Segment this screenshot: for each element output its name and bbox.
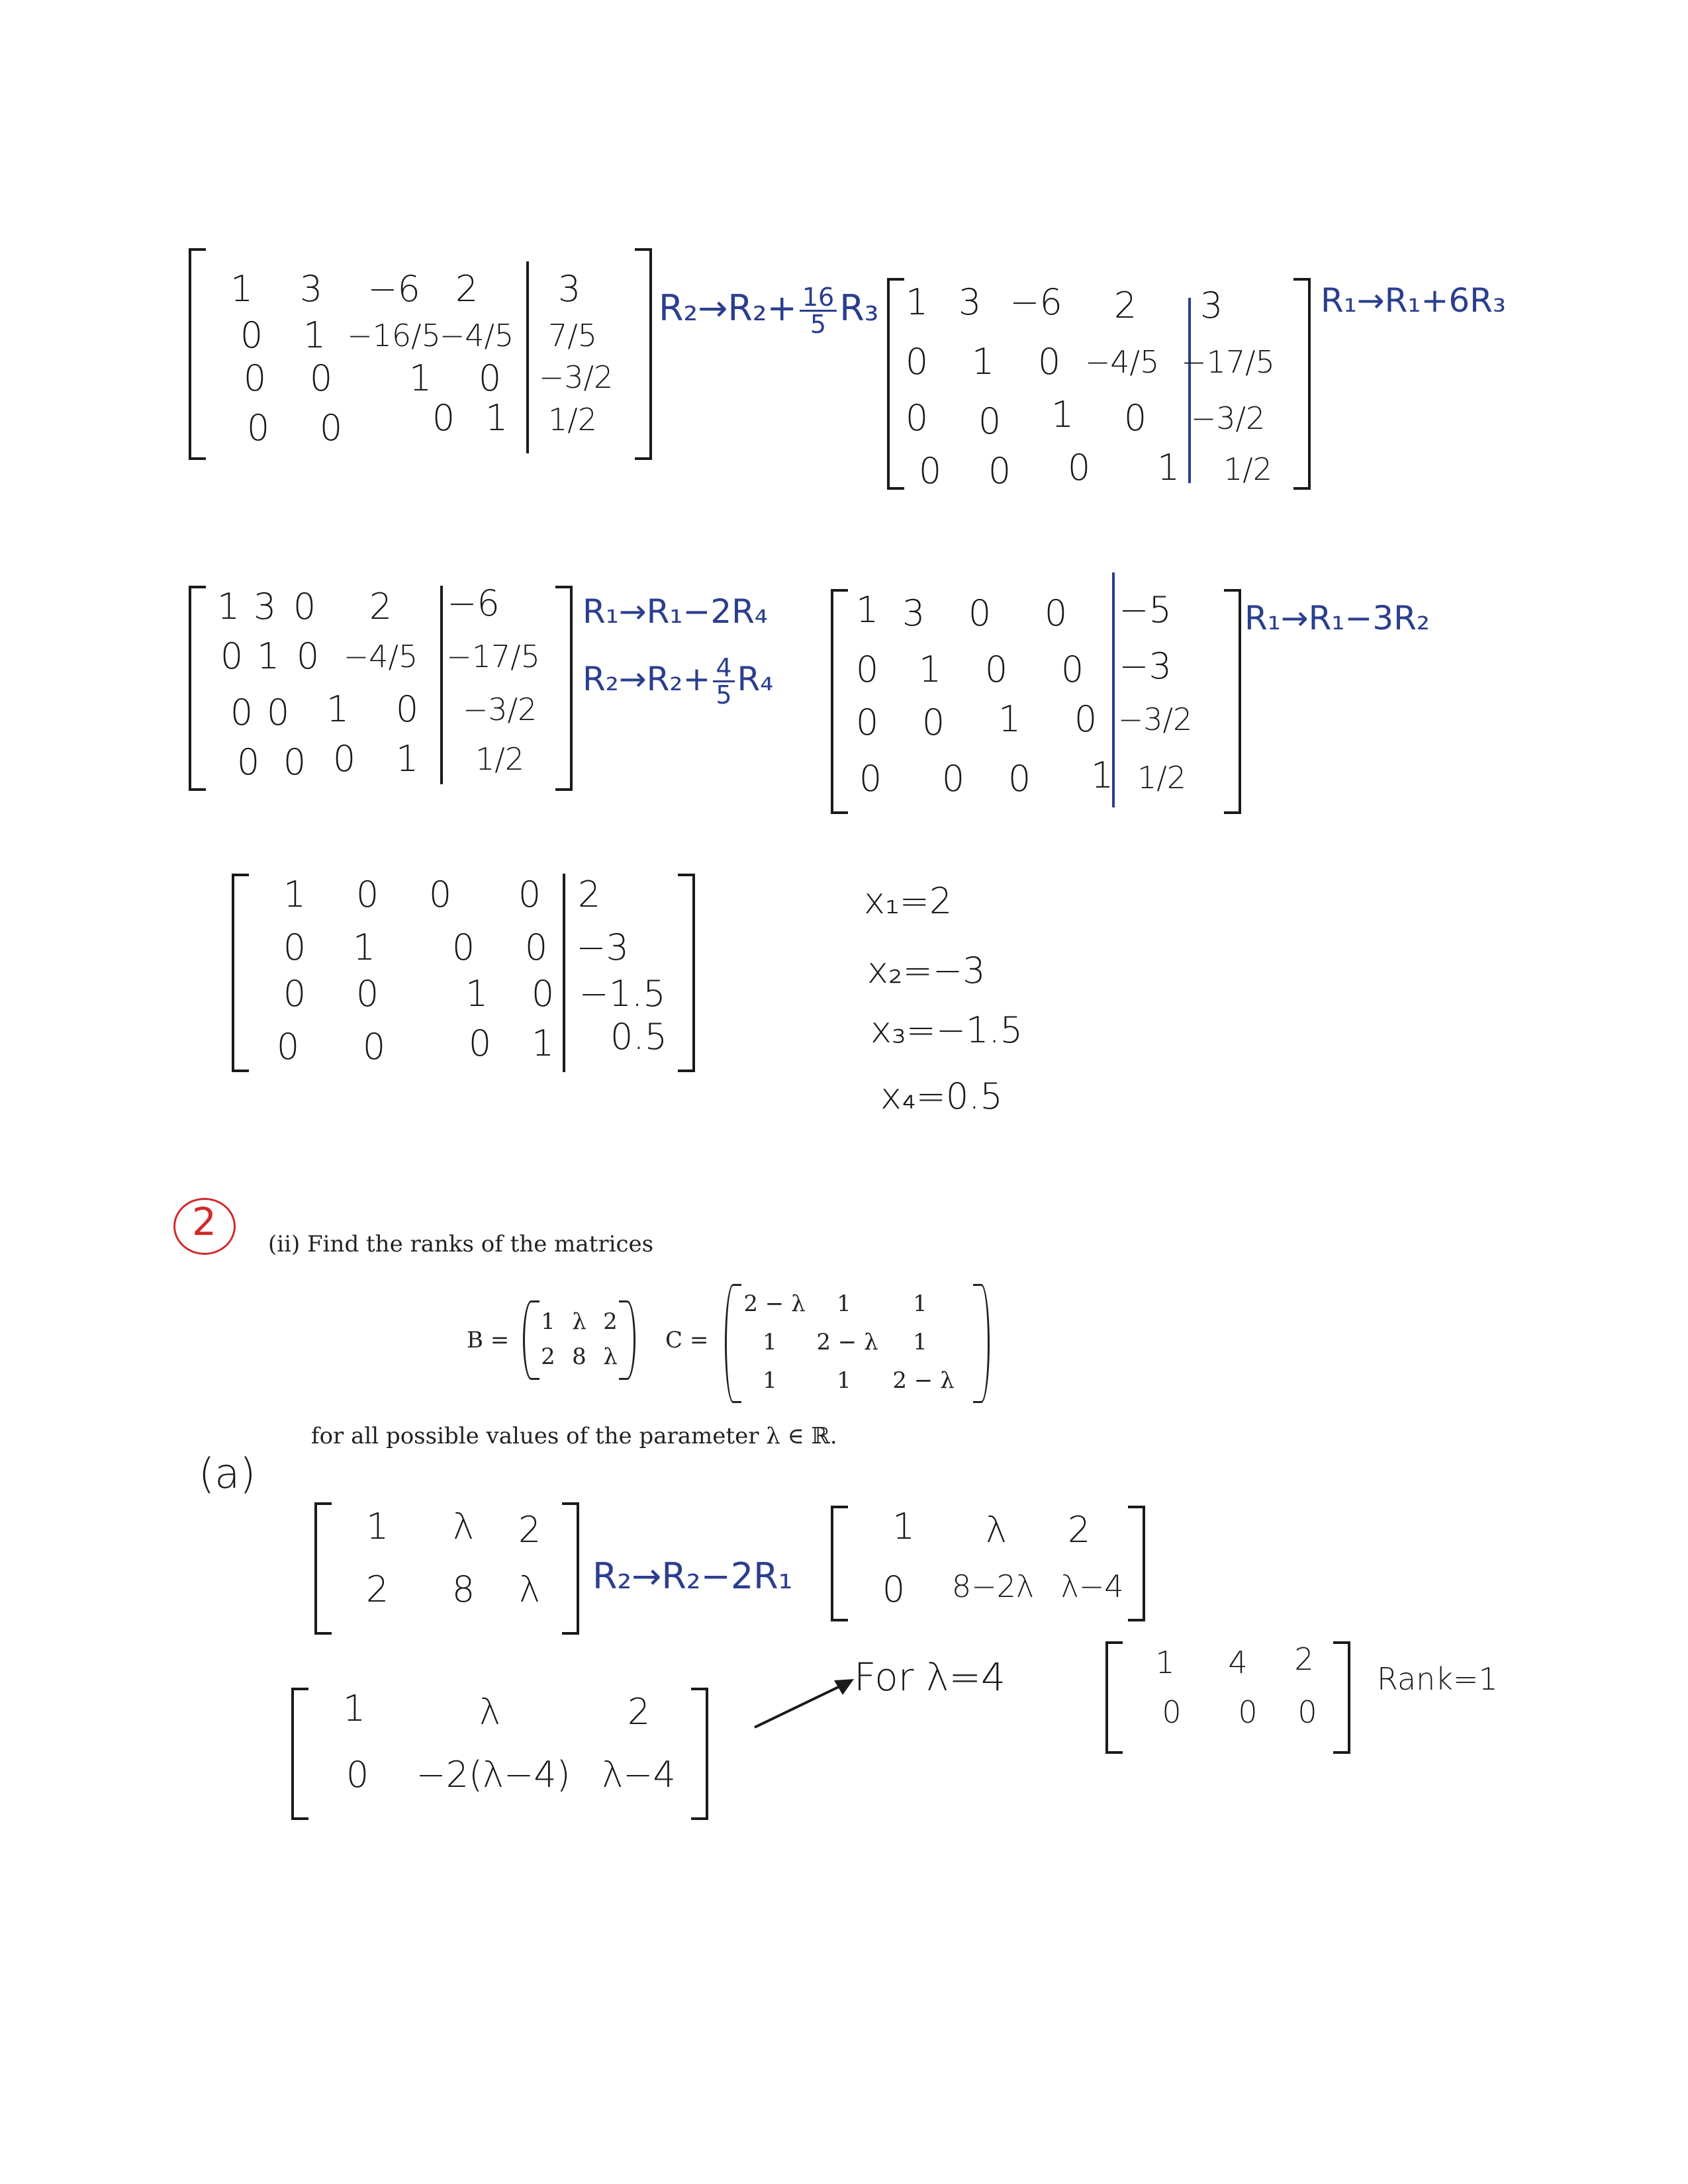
matrix-cell: 1	[303, 314, 326, 356]
matrix-cell: 0	[882, 1569, 906, 1610]
solution-x3: x₃=−1.5	[870, 1009, 1023, 1051]
matrix-B-right-paren	[619, 1300, 635, 1380]
matrix-cell: 1	[918, 649, 942, 690]
matrix-B-left-paren	[523, 1300, 539, 1380]
solution-x2: x₂=−3	[867, 950, 986, 991]
matrix-cell: −6	[1009, 281, 1062, 323]
matrix-cell: −6	[367, 268, 420, 310]
matrix-cell: 0.5	[610, 1016, 667, 1058]
problem-number: 2	[192, 1199, 216, 1244]
matrix-cell: 2	[541, 1343, 555, 1370]
matrix-cell: 4	[1228, 1645, 1248, 1680]
matrix-cell: 2	[455, 268, 479, 310]
matrix-C-right-paren	[973, 1284, 990, 1403]
matrix-cell: 1	[352, 927, 376, 968]
matrix-cell: 0	[468, 1023, 492, 1064]
matrix-cell: 0	[220, 635, 244, 677]
matrix-cell: 0	[355, 874, 379, 915]
matrix-3-augment-bar	[440, 586, 443, 784]
fraction-numerator: 16	[800, 285, 837, 312]
matrix-cell: 3	[1199, 285, 1223, 326]
matrix-cell: 2	[577, 874, 601, 915]
row-operation-text: R₃	[839, 287, 879, 330]
matrix-cell: 2	[627, 1691, 651, 1733]
matrix-cell: −1.5	[579, 973, 666, 1015]
matrix-cell: 0	[432, 397, 455, 439]
matrix-cell: 1/2	[475, 741, 525, 777]
fraction-numerator: 4	[713, 655, 734, 682]
matrix-cell: −3	[1119, 645, 1172, 687]
problem-prompt: (ii) Find the ranks of the matrices	[268, 1231, 654, 1257]
matrix-cell: 0	[1123, 397, 1147, 439]
row-operation-3-line-2	[583, 655, 773, 707]
matrix-cell: 1	[342, 1688, 366, 1729]
matrix-cell: 1	[531, 1023, 555, 1064]
matrix-cell: 0	[988, 450, 1011, 492]
matrix-7	[831, 1506, 1145, 1621]
matrix-cell: 1	[326, 688, 350, 730]
matrix-cell: 0	[243, 357, 267, 399]
matrix-cell: −3/2	[1117, 702, 1193, 737]
matrix-cell: 1	[913, 1329, 927, 1355]
matrix-cell: 0	[283, 927, 306, 968]
matrix-cell: 0	[1037, 341, 1061, 383]
matrix-cell: λ−4	[602, 1754, 676, 1796]
matrix-cell: 7/5	[547, 318, 598, 353]
matrix-cell: 0	[395, 688, 419, 730]
matrix-1-right-bracket	[635, 248, 652, 460]
matrix-8-right-bracket	[691, 1688, 708, 1820]
matrix-cell: 1	[465, 973, 489, 1015]
row-operation-text: R₂→R₂+	[659, 287, 797, 330]
matrix-cell: 1	[913, 1291, 927, 1317]
matrix-2-right-bracket	[1293, 278, 1311, 490]
matrix-cell: −3/2	[462, 692, 538, 727]
case-label: For λ=4	[854, 1655, 1006, 1700]
matrix-cell: −17/5	[446, 639, 540, 674]
matrix-3-left-bracket	[189, 586, 206, 791]
matrix-3-right-bracket	[555, 586, 573, 791]
matrix-cell: 0	[941, 758, 965, 799]
matrix-cell: 2	[1067, 1509, 1091, 1551]
matrix-cell: 1	[998, 698, 1021, 740]
matrix-4	[831, 589, 1241, 814]
matrix-cell: 1	[855, 589, 879, 631]
matrix-cell: −6	[447, 582, 500, 624]
matrix-cell: 1	[763, 1367, 777, 1394]
matrix-5-left-bracket	[232, 874, 249, 1072]
matrix-8-left-bracket	[291, 1688, 308, 1820]
matrix-1-augment-bar	[526, 261, 529, 453]
fraction-denominator: 5	[810, 310, 827, 339]
matrix-5	[232, 874, 695, 1072]
solution-x1: x₁=2	[864, 880, 953, 922]
matrix-cell: 0	[918, 450, 942, 492]
matrix-9	[1105, 1641, 1350, 1754]
matrix-9-left-bracket	[1105, 1641, 1123, 1754]
matrix-cell: −16/5	[347, 318, 441, 353]
matrix-cell: λ	[453, 1506, 474, 1547]
matrix-cell: λ	[519, 1569, 540, 1610]
matrix-cell: 0	[296, 635, 320, 677]
matrix-cell: λ	[603, 1343, 618, 1370]
matrix-cell: 1	[216, 586, 240, 627]
matrix-cell: 0	[1008, 758, 1031, 799]
matrix-cell: 3	[253, 586, 277, 627]
matrix-4-left-bracket	[831, 589, 848, 814]
matrix-cell: 1	[763, 1329, 777, 1355]
matrix-cell: 1	[1155, 1645, 1175, 1680]
matrix-cell: 1	[837, 1291, 851, 1317]
matrix-cell: 3	[902, 592, 925, 634]
matrix-6	[314, 1502, 579, 1635]
fraction-denominator: 5	[716, 680, 732, 709]
matrix-cell: 0	[855, 649, 879, 690]
matrix-cell: 0	[968, 592, 992, 634]
matrix-cell: 0	[905, 341, 929, 383]
matrix-cell: 0	[276, 1026, 300, 1068]
matrix-7-right-bracket	[1128, 1506, 1145, 1621]
problem-footer: for all possible values of the parameter λ ∈ ℝ.	[311, 1423, 837, 1449]
matrix-cell: −3/2	[1190, 400, 1266, 436]
matrix-cell: λ	[479, 1691, 500, 1733]
matrix-cell: 0	[921, 702, 945, 743]
row-operation-5: R₂→R₂−2R₁	[592, 1555, 793, 1597]
matrix-cell: λ	[572, 1308, 586, 1335]
matrix-cell: 2	[518, 1509, 541, 1551]
rank-text: Rank=1	[1377, 1661, 1498, 1697]
matrix-5-right-bracket	[678, 874, 695, 1072]
matrix-cell: 8	[451, 1569, 475, 1610]
row-operation-4: R₁→R₁−3R₂	[1244, 599, 1430, 637]
matrix-cell: 0	[266, 692, 290, 733]
matrix-C-left-paren	[725, 1284, 741, 1403]
matrix-cell: 8−2λ	[951, 1569, 1035, 1604]
matrix-cell: 0	[1162, 1694, 1182, 1730]
matrix-cell: 2	[603, 1308, 618, 1335]
matrix-cell: −17/5	[1181, 344, 1275, 380]
matrix-cell: 2	[369, 586, 393, 627]
matrix-cell: 0	[1067, 447, 1091, 488]
matrix-cell: 0	[524, 927, 548, 968]
matrix-cell: 0	[428, 874, 452, 915]
row-operation-1	[659, 285, 878, 337]
matrix-cell: 0	[319, 407, 343, 449]
matrix-cell: 0	[978, 400, 1002, 442]
matrix-cell: 1/2	[1223, 451, 1273, 487]
solution-x4: x₄=0.5	[880, 1075, 1003, 1117]
matrix-cell: λ−4	[1060, 1569, 1124, 1604]
matrix-cell: −4/5	[343, 639, 418, 674]
printed-matrix-C	[725, 1284, 990, 1403]
matrix-B-label: B =	[467, 1327, 510, 1353]
matrix-cell: 0	[309, 357, 333, 399]
matrix-cell: 0	[230, 692, 254, 733]
matrix-cell: 3	[557, 268, 581, 310]
matrix-2	[887, 278, 1311, 490]
matrix-cell: 0	[332, 738, 356, 780]
matrix-cell: 0	[355, 973, 379, 1015]
matrix-cell: 1/2	[547, 402, 598, 437]
matrix-cell: −3/2	[538, 359, 614, 395]
part-label: (a)	[199, 1449, 256, 1498]
matrix-cell: 0	[246, 407, 270, 449]
matrix-cell: −4/5	[439, 318, 514, 353]
matrix-cell: 1	[1090, 754, 1114, 796]
matrix-cell: 2 − λ	[892, 1367, 955, 1394]
matrix-cell: 1	[837, 1367, 851, 1394]
matrix-cell: 1/2	[1137, 760, 1187, 796]
matrix-cell: −4/5	[1084, 344, 1160, 380]
row-operation-text: R₂→R₂+	[583, 660, 711, 698]
matrix-cell: 1	[408, 357, 432, 399]
row-operation-3-line-1: R₁→R₁−2R₄	[583, 592, 768, 631]
matrix-cell: 1	[485, 397, 508, 439]
matrix-cell: 0	[1238, 1694, 1258, 1730]
matrix-cell: 1	[905, 281, 929, 323]
matrix-cell: 0	[283, 741, 306, 783]
row-operation-text: R₄	[737, 660, 774, 698]
matrix-cell: 3	[958, 281, 982, 323]
matrix-cell: 0	[346, 1754, 369, 1796]
matrix-7-left-bracket	[831, 1506, 848, 1621]
matrix-cell: λ	[986, 1509, 1007, 1551]
matrix-cell: 1	[892, 1506, 915, 1547]
matrix-cell: 0	[905, 397, 929, 439]
matrix-cell: 1	[971, 341, 995, 383]
matrix-cell: 0	[859, 758, 882, 799]
matrix-cell: −3	[576, 927, 629, 968]
matrix-cell: 0	[1297, 1694, 1317, 1730]
matrix-C-label: C =	[665, 1327, 709, 1353]
matrix-cell: 0	[283, 973, 306, 1015]
matrix-cell: 1	[395, 738, 419, 780]
matrix-cell: 0	[1074, 698, 1098, 740]
matrix-cell: 0	[984, 649, 1008, 690]
matrix-cell: 0	[240, 314, 263, 356]
matrix-6-right-bracket	[562, 1502, 579, 1635]
matrix-cell: 0	[1044, 592, 1068, 634]
matrix-cell: 0	[518, 874, 541, 915]
matrix-cell: 3	[299, 268, 323, 310]
matrix-cell: 1	[1051, 394, 1074, 435]
matrix-cell: 2	[1113, 285, 1137, 326]
matrix-cell: 1	[256, 635, 280, 677]
matrix-cell: 0	[293, 586, 316, 627]
matrix-cell: 2 − λ	[743, 1291, 806, 1317]
matrix-4-right-bracket	[1224, 589, 1241, 814]
matrix-1	[189, 248, 652, 460]
matrix-cell: 1	[230, 268, 254, 310]
matrix-cell: 2 − λ	[816, 1329, 878, 1355]
matrix-cell: 0	[1060, 649, 1084, 690]
matrix-cell: 1	[365, 1506, 389, 1547]
row-operation-2: R₁→R₁+6R₃	[1321, 281, 1506, 320]
matrix-cell: 1	[283, 874, 306, 915]
fraction	[713, 655, 734, 707]
matrix-cell: 0	[531, 973, 555, 1015]
matrix-cell: 0	[236, 741, 260, 783]
matrix-cell: 8	[572, 1343, 586, 1370]
matrix-cell: 0	[362, 1026, 386, 1068]
matrix-cell: 1	[1156, 447, 1180, 488]
matrix-cell: 0	[451, 927, 475, 968]
matrix-2-augment-bar	[1188, 298, 1191, 483]
matrix-cell: −5	[1119, 589, 1172, 631]
matrix-cell: 2	[1294, 1641, 1314, 1677]
arrow-icon	[751, 1671, 857, 1731]
matrix-cell: 0	[855, 702, 879, 743]
matrix-cell: −2(λ−4)	[416, 1754, 571, 1796]
matrix-3	[189, 582, 573, 791]
matrix-9-right-bracket	[1333, 1641, 1350, 1754]
matrix-8	[291, 1688, 708, 1820]
matrix-cell: 1	[541, 1308, 555, 1335]
fraction	[800, 285, 837, 337]
matrix-cell: 0	[478, 357, 502, 399]
matrix-1-left-bracket	[189, 248, 206, 460]
matrix-2-left-bracket	[887, 278, 904, 490]
matrix-cell: 2	[365, 1569, 389, 1610]
matrix-5-augment-bar	[563, 874, 565, 1072]
printed-matrix-B	[523, 1300, 635, 1380]
matrix-6-left-bracket	[314, 1502, 332, 1635]
